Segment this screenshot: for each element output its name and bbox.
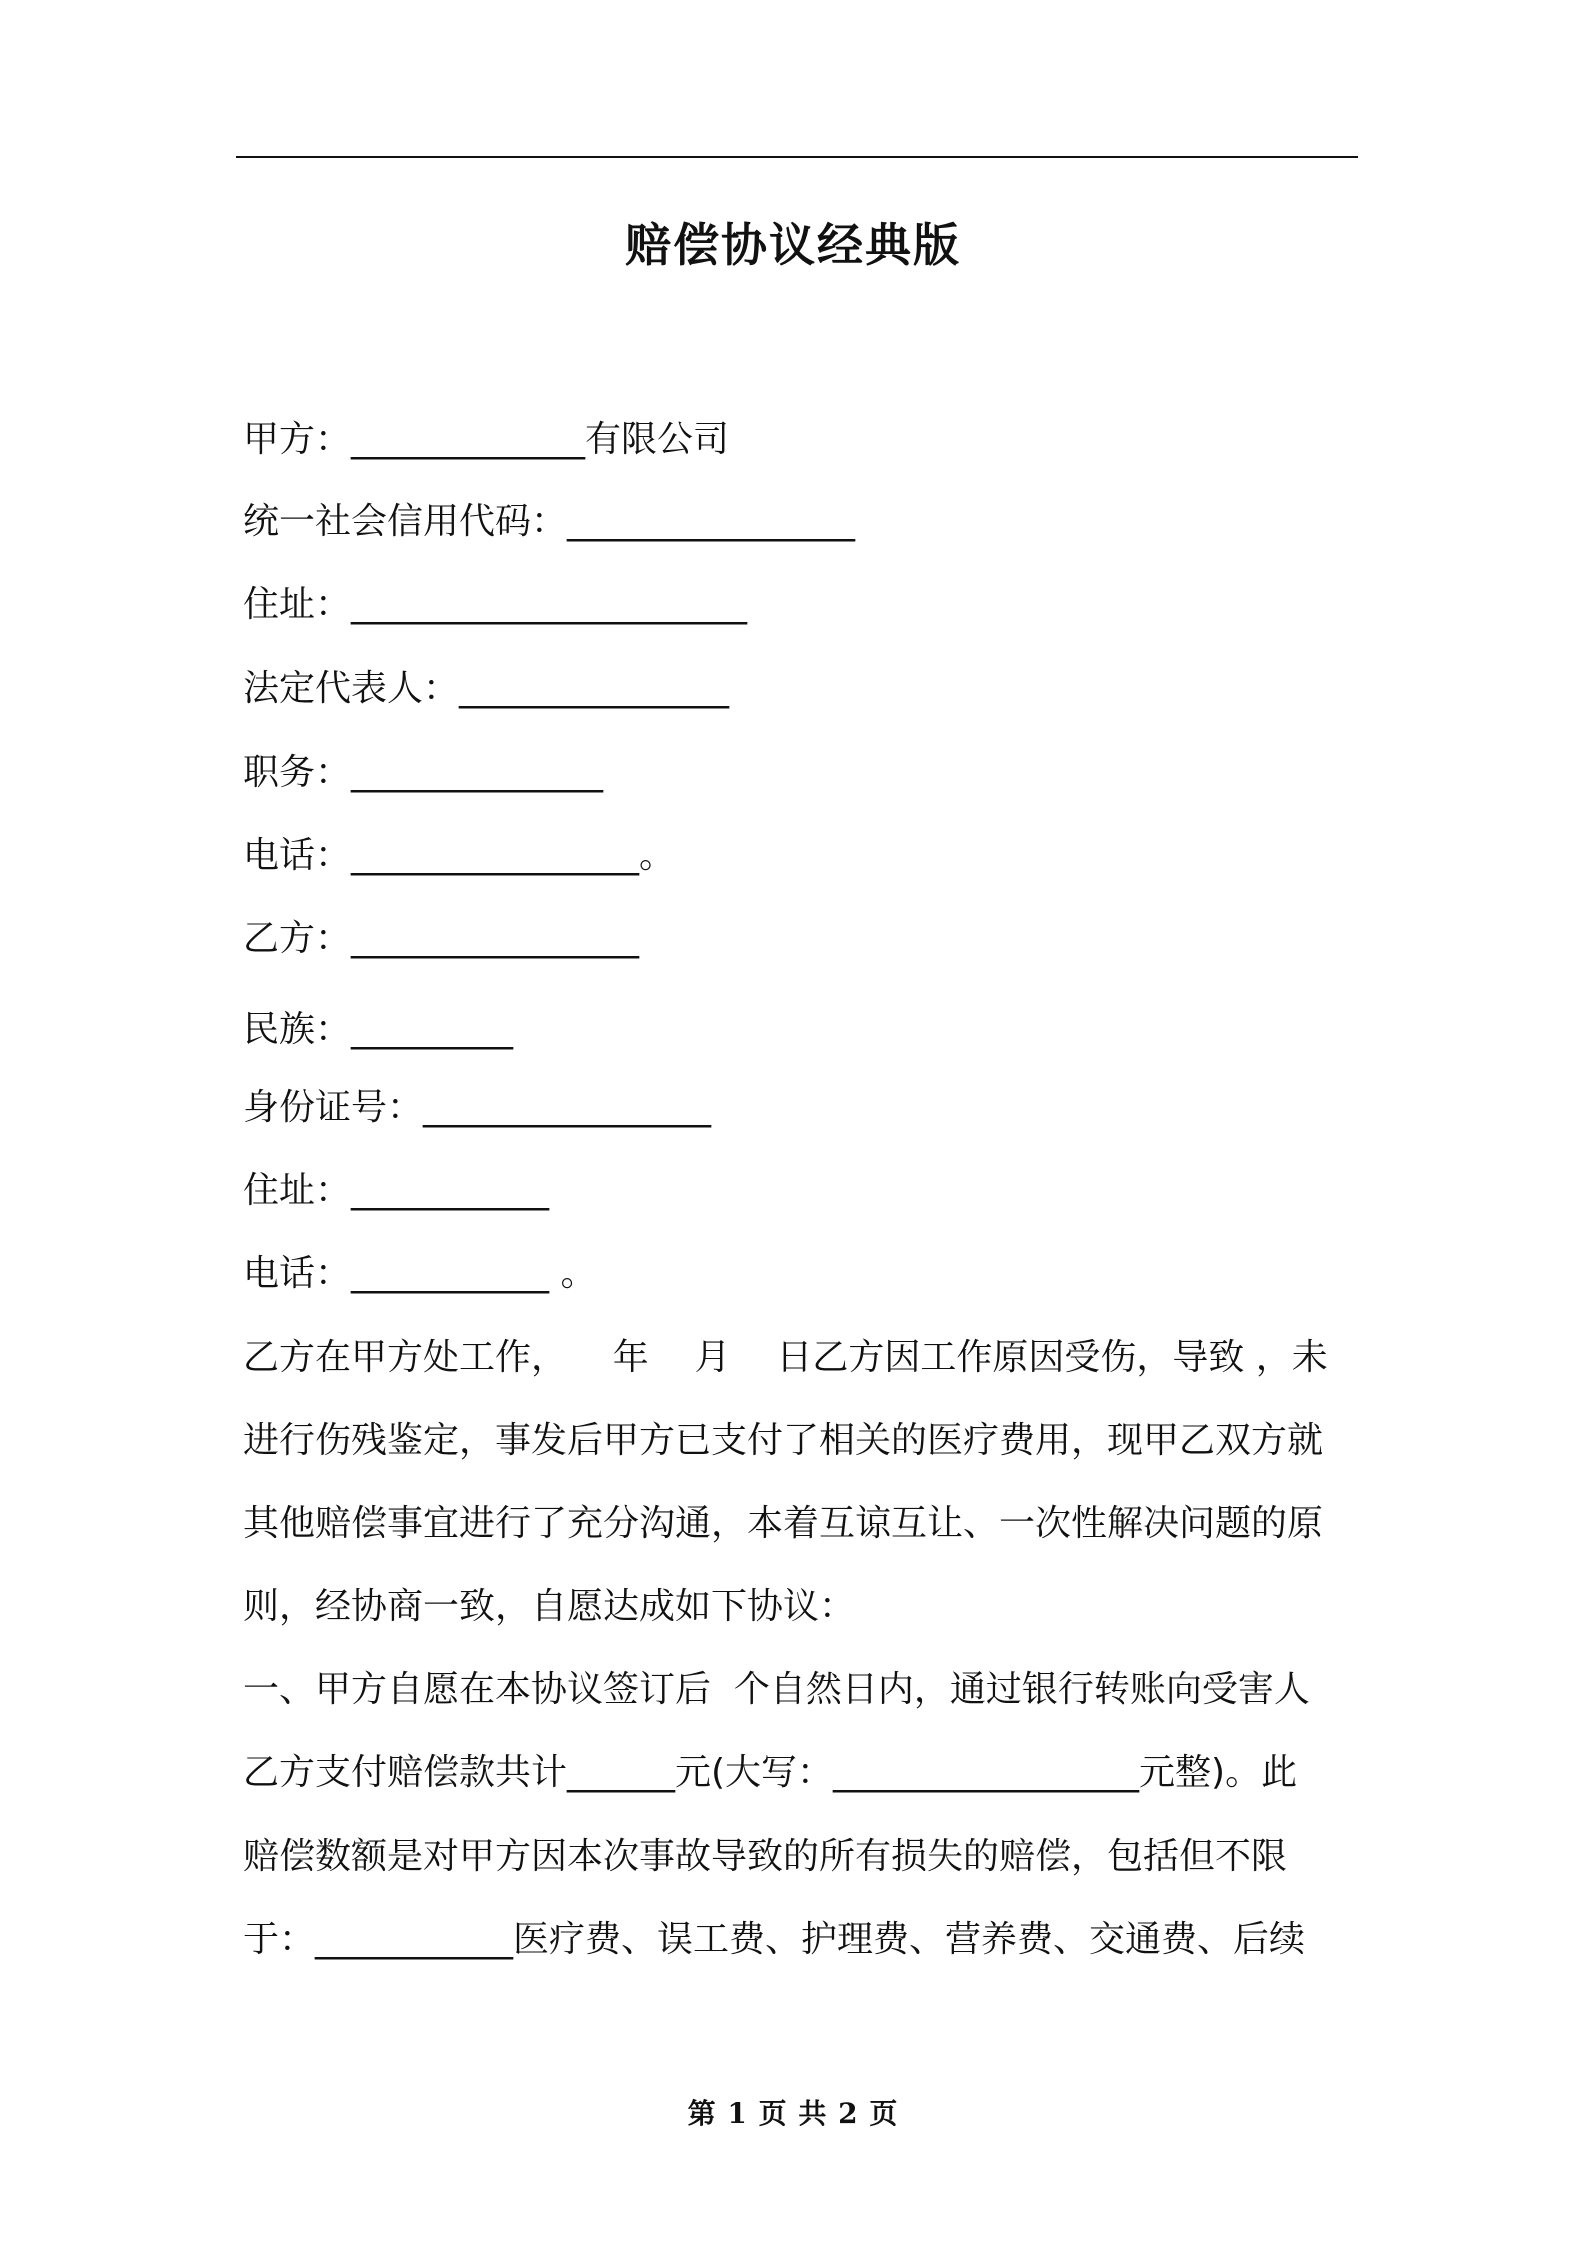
party-b-name: 乙方：________________	[243, 918, 640, 959]
party-b-ethnicity: 民族：_________	[243, 1009, 514, 1050]
body-line: 赔偿数额是对甲方因本次事故导致的所有损失的赔偿，包括但不限	[243, 1836, 1288, 1877]
party-a-legal-rep: 法定代表人：_______________	[243, 668, 730, 709]
body-line: 乙方在甲方处工作， 年 月 日乙方因工作原因受伤，导致 ，未	[243, 1337, 1328, 1378]
body-line: 乙方支付赔偿款共计______元(大写：_________________元整)。此	[243, 1752, 1298, 1793]
party-a-name: 甲方：_____________有限公司	[243, 419, 730, 460]
party-a-credit-code: 统一社会信用代码：________________	[243, 501, 856, 542]
body-line: 一、甲方自愿在本协议签订后 个自然日内，通过银行转账向受害人	[243, 1669, 1310, 1710]
header-rule	[236, 156, 1358, 158]
page-number: 第 1 页 共 2 页	[687, 2097, 899, 2130]
party-b-phone: 电话：___________ 。	[243, 1253, 597, 1294]
party-a-address: 住址：______________________	[243, 584, 748, 625]
body-line: 于：___________医疗费、误工费、护理费、营养费、交通费、后续	[243, 1919, 1306, 1960]
party-b-id-number: 身份证号：________________	[243, 1087, 712, 1128]
body-line: 其他赔偿事宜进行了充分沟通，本着互谅互让、一次性解决问题的原	[243, 1503, 1324, 1544]
party-a-phone: 电话：________________。	[243, 835, 676, 876]
party-a-position: 职务：______________	[243, 752, 604, 793]
document-title: 赔偿协议经典版	[625, 218, 961, 272]
body-line: 则，经协商一致，自愿达成如下协议：	[243, 1586, 856, 1627]
body-line: 进行伤残鉴定，事发后甲方已支付了相关的医疗费用，现甲乙双方就	[243, 1420, 1324, 1461]
party-b-address: 住址：___________	[243, 1170, 550, 1211]
